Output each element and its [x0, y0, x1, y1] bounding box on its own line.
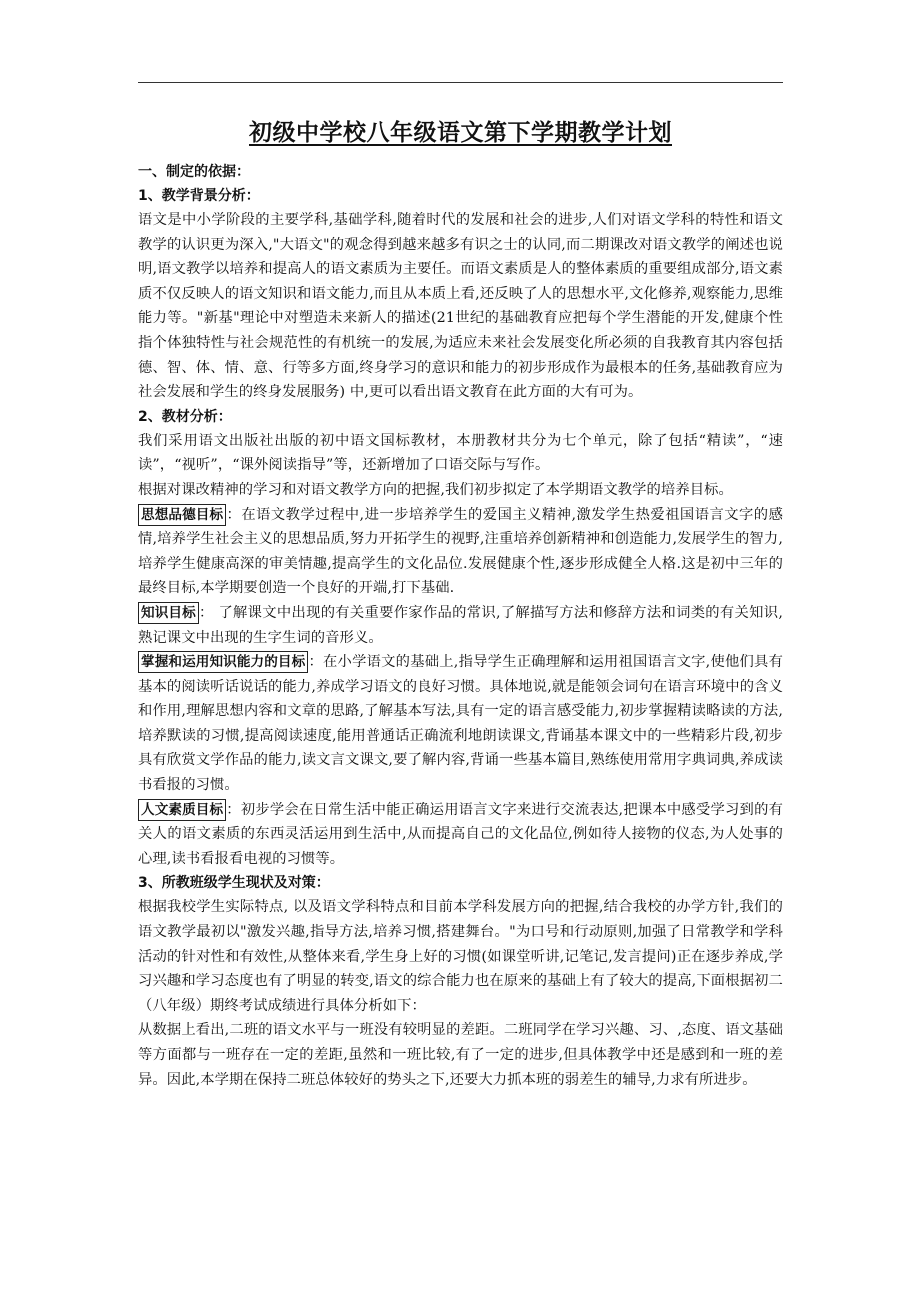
- subheading-textbook-analysis: 2、教材分析：: [138, 408, 232, 425]
- section-heading-basis: 一、制定的依据：: [138, 164, 250, 180]
- subheading-student-status: 3、所教班级学生现状及对策：: [138, 875, 330, 892]
- document-title: 初级中学校八年级语文第下学期教学计划: [249, 119, 672, 146]
- goal-humanities-text: ：初步学会在日常生活中能正确运用语言文字来进行交流表达,把课本中感受学习到的有关人的语文素质的东西灵活运用到生活中,从而提高自己的文化品位,例如待人接物的仪态,为人处事的心理,读书看报看电视的习惯等。: [138, 801, 783, 867]
- paragraph-goal-intro: 根据对课改精神的学习和对语文教学方向的把握,我们初步拟定了本学期语文教学的培养目标。: [138, 481, 733, 498]
- goal-moral-text: ：在语文教学过程中,进一步培养学生的爱国主义精神,激发学生热爱祖国语言文字的感情,培养学生社会主义的思想品质,努力开拓学生的视野,注重培养创新精神和创造能力,发展学生的智力,培养学生健康高深的审美情趣,提高学生的文化品位.发展健康个性,逐步形成健全人格.这是初中三年的最终目标,本学期要创造一个良好的开端,打下基础.: [138, 506, 783, 597]
- goal-knowledge-label: 知识目标: [138, 602, 199, 624]
- goal-ability-text: ：在小学语文的基础上,指导学生正确理解和运用祖国语言文字,使他们具有基本的阅读听话说话的能力,养成学习语文的良好习惯。具体地说,就是能领会词句在语言环境中的含义和作用,理解思想内容和文章的思路,了解基本写法,具有一定的语言感受能力,初步掌握精读略读的方法,培养默读的习惯,提高阅读速度,能用普通话正确流利地朗读课文,背诵基本课文中的一些精彩片段,初步具有欣赏文学作品的能力,读文言文课文,要了解内容,背诵一些基本篇目,熟练使用常用字典词典,养成读书看报的习惯。: [138, 654, 783, 794]
- paragraph-teaching-background: 语文是中小学阶段的主要学科,基础学科,随着时代的发展和社会的进步,人们对语文学科的特性和语文教学的认识更为深入,"大语文"的观念得到越来越多有识之士的认同,而二期课改对语文教学的阐述也说明,语文教学以培养和提高人的语文素质为主要任。而语文素质是人的整体素质的重要组成部分,语文素质不仅反映人的语文知识和语文能力,而且从本质上看,还反映了人的思想水平,文化修养,观察能力,思维能力等。"新基"理论中对塑造未来新人的描述(21世纪的基础教育应把每个学生潜能的开发,健康个性指个体独特性与社会规范性的有机统一的发展,为适应未来社会发展变化所必须的自我教育其内容包括德、智、体、情、意、行等多方面,终身学习的意识和能力的初步形成作为最根本的任务,基础教育应为社会发展和学生的终身发展服务) 中,更可以看出语文教育在此方面的大有可为。: [138, 212, 783, 401]
- goal-knowledge: [138, 601, 783, 650]
- paragraph-class-comparison: 从数据上看出,二班的语文水平与一班没有较明显的差距。二班同学在学习兴趣、习、,态度、语文基础等方面都与一班存在一定的差距,虽然和一班比较,有了一定的进步,但具体教学中还是感到和一班的差异。因此,本学期在保持二班总体较好的势头之下,还要大力抓本班的弱差生的辅导,力求有所进步。: [138, 1022, 783, 1088]
- goal-knowledge-text: ： 了解课文中出现的有关重要作家作品的常识,了解描写方法和修辞方法和词类的有关知识,熟记课文中出现的生字生词的音形义。: [138, 604, 783, 646]
- paragraph-textbook-analysis: 我们采用语文出版社出版的初中语文国标教材，本册教材共分为七个单元，除了包括“精读”，“速读”，“视听”，“课外阅读指导”等，还新增加了口语交际与写作。: [138, 432, 783, 474]
- goal-humanities-label: 人文素质目标: [138, 799, 226, 821]
- goal-moral: [138, 503, 783, 601]
- header-rule: [138, 82, 783, 83]
- subheading-teaching-background: 1、教学背景分析：: [138, 188, 260, 204]
- goal-ability-label: 掌握和运用知识能力的目标: [138, 651, 308, 673]
- paragraph-student-status: 根据我校学生实际特点, 以及语文学科特点和目前本学科发展方向的把握,结合我校的办学方针,我们的语文教学最初以"激发兴趣,指导方法,培养习惯,搭建舞台。"为口号和行动原则,加强了日常教学和学科活动的针对性和有效性,从整体来看,学生身上好的习惯(如课堂听讲,记笔记,发言提问)正在逐步养成,学习兴趣和学习态度也有了明显的转变,语文的综合能力也在原来的基础上有了较大的提高,下面根据初二（八年级）期终考试成绩进行具体分析如下：: [138, 899, 783, 1014]
- goal-humanities: [138, 798, 783, 872]
- goal-moral-label: 思想品德目标: [138, 504, 226, 526]
- document-body: [138, 116, 783, 1092]
- goal-ability: [138, 650, 783, 798]
